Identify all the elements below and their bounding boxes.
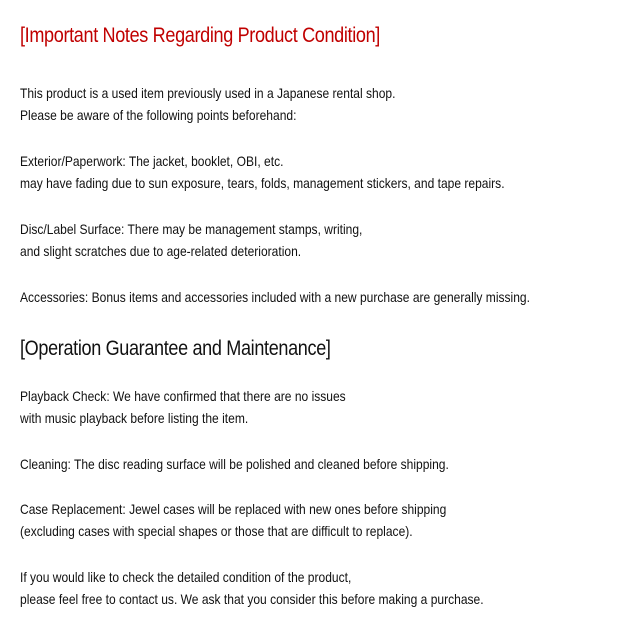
accessories-line: Accessories: Bonus items and accessories included with a new purchase are generally missing. bbox=[20, 289, 530, 305]
case-line-1: Case Replacement: Jewel cases will be replaced with new ones before shipping bbox=[20, 501, 447, 517]
heading-operation-guarantee: [Operation Guarantee and Maintenance] bbox=[20, 337, 331, 360]
intro-line-1: This product is a used item previously used in a Japanese rental shop. bbox=[20, 85, 396, 101]
disc-line-1: Disc/Label Surface: There may be management stamps, writing, bbox=[20, 221, 363, 237]
playback-line-2: with music playback before listing the item. bbox=[20, 410, 249, 426]
case-line-2: (excluding cases with special shapes or those that are difficult to replace). bbox=[20, 523, 413, 539]
playback-line-1: Playback Check: We have confirmed that there are no issues bbox=[20, 388, 346, 404]
contact-line-2: please feel free to contact us. We ask that you consider this before making a purchase. bbox=[20, 591, 484, 607]
heading-product-condition: [Important Notes Regarding Product Condition] bbox=[20, 24, 380, 47]
cleaning-line: Cleaning: The disc reading surface will be polished and cleaned before shipping. bbox=[20, 456, 449, 472]
exterior-line-2: may have fading due to sun exposure, tears, folds, management stickers, and tape repairs. bbox=[20, 175, 505, 191]
exterior-line-1: Exterior/Paperwork: The jacket, booklet, OBI, etc. bbox=[20, 153, 284, 169]
disc-line-2: and slight scratches due to age-related deterioration. bbox=[20, 243, 302, 259]
contact-line-1: If you would like to check the detailed condition of the product, bbox=[20, 569, 352, 585]
intro-line-2: Please be aware of the following points beforehand: bbox=[20, 107, 297, 123]
